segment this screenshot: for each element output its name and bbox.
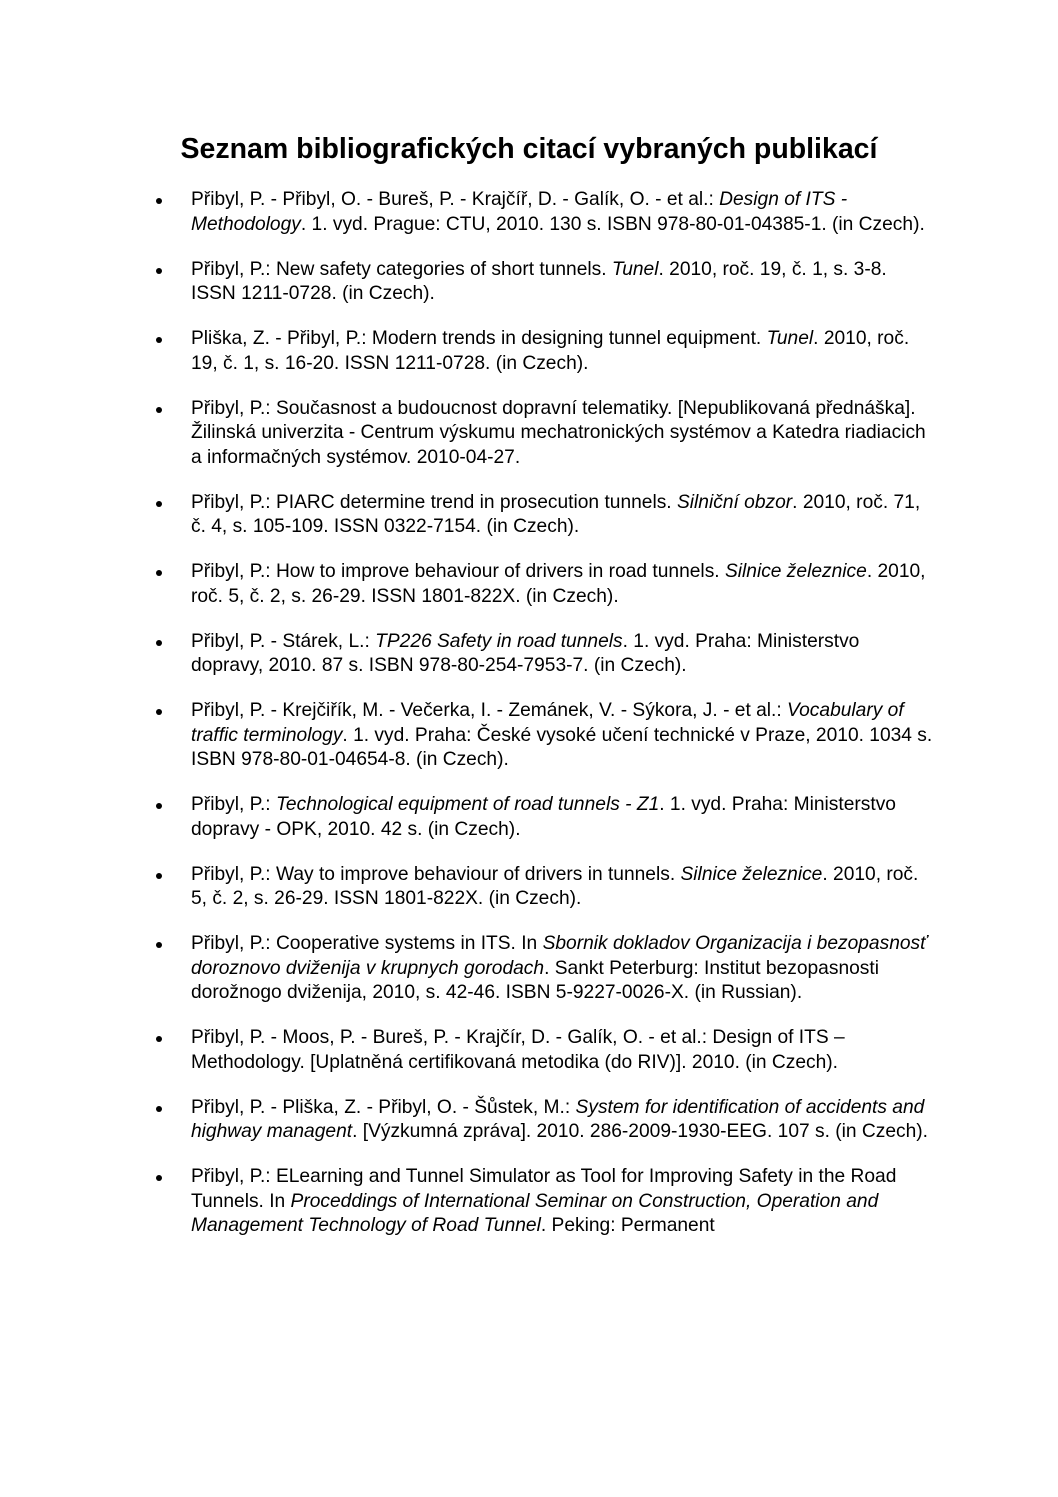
- reference-item: [0, 327, 933, 376]
- reference-segment: . 2010, roč. 5, č. 2, s. 26-29. ISSN 1801-822X. (in Czech).: [191, 561, 926, 607]
- reference-text: [191, 863, 933, 912]
- reference-text: [191, 188, 933, 237]
- reference-text: [191, 932, 933, 1006]
- reference-italic-title: Technological equipment of road tunnels - Z1: [275, 794, 660, 815]
- reference-item: [0, 491, 933, 540]
- reference-text: [191, 327, 933, 376]
- reference-segment: Přibyl, P.: How to improve behaviour of drivers in road tunnels.: [191, 561, 725, 582]
- reference-text: [191, 397, 933, 471]
- reference-segment: Přibyl, P. - Stárek, L.:: [191, 630, 376, 652]
- bullet-icon: [156, 337, 162, 343]
- reference-italic-title: Silnice železnice: [680, 863, 823, 885]
- reference-item: [0, 630, 933, 679]
- reference-segment: . 2010, roč. 19, č. 1, s. 3-8. ISSN 1211-0728. (in Czech).: [191, 258, 887, 304]
- reference-italic-title: Vocabulary of traffic terminology: [191, 700, 904, 746]
- reference-italic-title: Proceddings of International Seminar on Construction, Operation and Management Technology of Road Tunnel: [191, 1190, 879, 1236]
- bullet-icon: [156, 709, 162, 715]
- reference-italic-title: TP226 Safety in road tunnels: [375, 630, 623, 652]
- reference-text: [191, 793, 933, 842]
- reference-item: [0, 932, 933, 1006]
- reference-segment: Přibyl, P.:: [191, 794, 276, 815]
- reference-segment: . Peking: Permanent: [540, 1215, 715, 1236]
- bullet-icon: [156, 942, 162, 948]
- reference-segment: Přibyl, P. - Přibyl, O. - Bureš, P. - Krajčíř, D. - Galík, O. - et al.:: [191, 189, 720, 210]
- reference-italic-title: System for identification of accidents and highway managent: [191, 1096, 925, 1142]
- reference-segment: Přibyl, P.: ELearning and Tunnel Simulator as Tool for Improving Safety in the Road Tunnels. In: [191, 1166, 897, 1212]
- reference-text: [191, 699, 933, 773]
- reference-text: [191, 1096, 933, 1145]
- reference-segment: Přibyl, P.: PIARC determine trend in prosecution tunnels.: [191, 491, 677, 513]
- reference-segment: . 1. vyd. Praha: České vysoké učení technické v Praze, 2010. 1034 s. ISBN 978-80-01-04654-8. (in Czech).: [191, 724, 933, 770]
- page-title: Seznam bibliografických citací vybraných publikací: [180, 133, 878, 165]
- reference-item: [0, 863, 933, 912]
- bullet-icon: [156, 407, 162, 413]
- reference-segment: Přibyl, P.: New safety categories of short tunnels.: [191, 258, 612, 280]
- bullet-icon: [156, 198, 162, 204]
- reference-text: [191, 1026, 933, 1075]
- reference-segment: Pliška, Z. - Přibyl, P.: Modern trends in designing tunnel equipment.: [191, 328, 767, 349]
- bullet-icon: [156, 1175, 162, 1181]
- reference-item: [0, 793, 933, 842]
- bullet-icon: [156, 640, 162, 646]
- reference-italic-title: Silnice železnice: [724, 561, 867, 582]
- reference-item: [0, 1026, 933, 1075]
- reference-item: [0, 699, 933, 773]
- bullet-icon: [156, 570, 162, 576]
- reference-italic-title: Silniční obzor: [676, 491, 793, 513]
- reference-segment: Přibyl, P. - Krejčiřík, M. - Večerka, I. - Zemánek, V. - Sýkora, J. - et al.:: [191, 700, 788, 721]
- bullet-icon: [156, 501, 162, 507]
- reference-segment: Přibyl, P.: Cooperative systems in ITS. In: [191, 933, 543, 954]
- reference-segment: Přibyl, P. - Pliška, Z. - Přibyl, O. - Šůstek, M.:: [191, 1096, 576, 1118]
- bullet-icon: [156, 268, 162, 274]
- reference-segment: . [Výzkumná zpráva]. 2010. 286-2009-1930-EEG. 107 s. (in Czech).: [352, 1121, 929, 1142]
- reference-text: [191, 1165, 933, 1239]
- reference-segment: . 2010, roč. 19, č. 1, s. 16-20. ISSN 1211-0728. (in Czech).: [191, 328, 910, 374]
- reference-segment: . 2010, roč. 5, č. 2, s. 26-29. ISSN 1801-822X. (in Czech).: [191, 863, 919, 909]
- reference-italic-title: Sbornik dokladov Organizacija i bezopasnosť doroznovo dviženija v krupnych gorodach: [191, 933, 927, 979]
- reference-item: [0, 1096, 933, 1145]
- reference-segment: Přibyl, P.: Současnost a budoucnost dopravní telematiky. [Nepublikovaná přednáška]. Žilinská univerzita - Centrum výskumu mechatronických systémov a Katedra riadiacich a informačných systémov. 2010-04-27.: [191, 397, 926, 468]
- reference-item: [0, 258, 933, 307]
- bullet-icon: [156, 1036, 162, 1042]
- bullet-icon: [156, 873, 162, 879]
- reference-item: [0, 397, 933, 471]
- reference-text: [191, 630, 933, 679]
- reference-item: [0, 1165, 933, 1239]
- reference-segment: . 1. vyd. Prague: CTU, 2010. 130 s. ISBN 978-80-01-04385-1. (in Czech).: [300, 213, 925, 235]
- reference-text: [191, 491, 933, 540]
- reference-item: [0, 188, 933, 237]
- reference-segment: Přibyl, P.: Way to improve behaviour of drivers in tunnels.: [191, 863, 681, 885]
- reference-segment: Přibyl, P. - Moos, P. - Bureš, P. - Krajčír, D. - Galík, O. - et al.: Design of ITS – Methodology. [Uplatněná certifikovaná metodika (do RIV)]. 2010. (in Czech).: [191, 1027, 845, 1073]
- bullet-icon: [156, 803, 162, 809]
- reference-segment: . 1. vyd. Praha: Ministerstvo dopravy, 2010. 87 s. ISBN 978-80-254-7953-7. (in Czech).: [191, 630, 860, 676]
- reference-segment: . 2010, roč. 71, č. 4, s. 105-109. ISSN 0322-7154. (in Czech).: [191, 491, 921, 537]
- bullet-icon: [156, 1106, 162, 1112]
- reference-segment: . 1. vyd. Praha: Ministerstvo dopravy - OPK, 2010. 42 s. (in Czech).: [191, 794, 896, 840]
- reference-text: [191, 258, 933, 307]
- reference-segment: . Sankt Peterburg: Institut bezopasnosti dorožnogo dviženija, 2010, s. 42-46. ISBN 5-9227-0026-X. (in Russian).: [191, 957, 879, 1003]
- reference-text: [191, 560, 933, 609]
- reference-italic-title: Tunel: [766, 328, 814, 349]
- reference-italic-title: Design of ITS - Methodology: [191, 189, 848, 235]
- reference-italic-title: Tunel: [611, 258, 659, 280]
- reference-list: [0, 188, 1058, 1259]
- reference-item: [0, 560, 933, 609]
